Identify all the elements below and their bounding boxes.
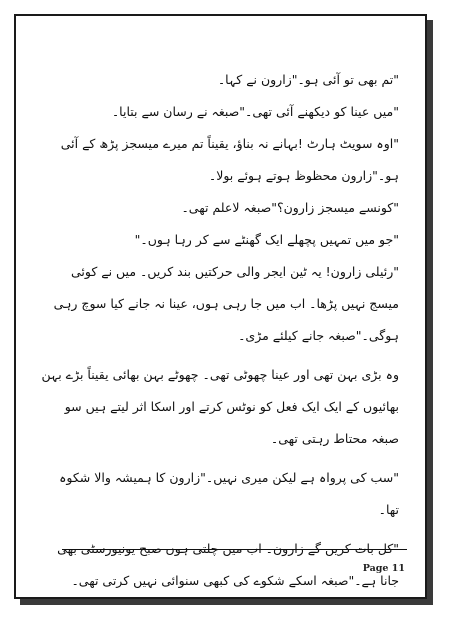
story-text bbox=[40, 64, 399, 597]
paragraph-7: وہ بڑی بہن تھی اور عینا چھوٹی تھی۔ چھوٹے بہن بھائی یقیناً بڑے بہن بھائیوں کے ایک ایک فعل کو نوٹس کرتے اور اسکا اثر لیتے ہیں سو صبغہ محتاط رہتی تھی۔ bbox=[41, 367, 399, 446]
paragraph-2: "میں عینا کو دیکھنے آئی تھی۔"صبغہ نے رسان سے بتایا۔ bbox=[111, 104, 399, 119]
paragraph-1: "تم بھی تو آئی ہو۔"زارون نے کہا۔ bbox=[217, 72, 399, 87]
paragraph-8: "سب کی پرواہ ہے لیکن میری نہیں۔"زارون کا ہمیشہ والا شکوہ تھا۔ bbox=[59, 470, 399, 517]
document-page bbox=[14, 14, 427, 599]
paragraph-6: "رئیلی زارون! یہ ٹین ایجر والی حرکتیں بند کریں۔ میں نے کوئی میسج نہیں پڑھا۔ اب میں جا رہی ہوں، عینا نہ جانے کیا سوچ رہی ہوگی۔"صبغہ جانے کیلئے مڑی۔ bbox=[53, 264, 399, 343]
paragraph-3: "اوہ سویٹ ہارٹ !بہانے نہ بناؤ، یقیناً تم میرے میسجز پڑھ کے آئی ہو۔"زارون محظوظ ہوتے ہوئے بولا۔ bbox=[60, 136, 399, 183]
footer-divider bbox=[62, 549, 407, 550]
paragraph-5: "جو میں تمہیں پچھلے ایک گھنٹے سے کر رہا ہوں۔" bbox=[134, 232, 399, 247]
page-number: Page 11 bbox=[362, 563, 405, 574]
paragraph-4: "کونسے میسجز زارون؟"صبغہ لاعلم تھی۔ bbox=[181, 200, 399, 215]
paragraph-9: "کل بات کریں گے زارون۔ اب میں چلتی ہوں صبح یونیورسٹی بھی جانا ہے۔"صبغہ اسکے شکوے کی کبھی سنوائی نہیں کرتی تھی۔ bbox=[57, 541, 399, 588]
